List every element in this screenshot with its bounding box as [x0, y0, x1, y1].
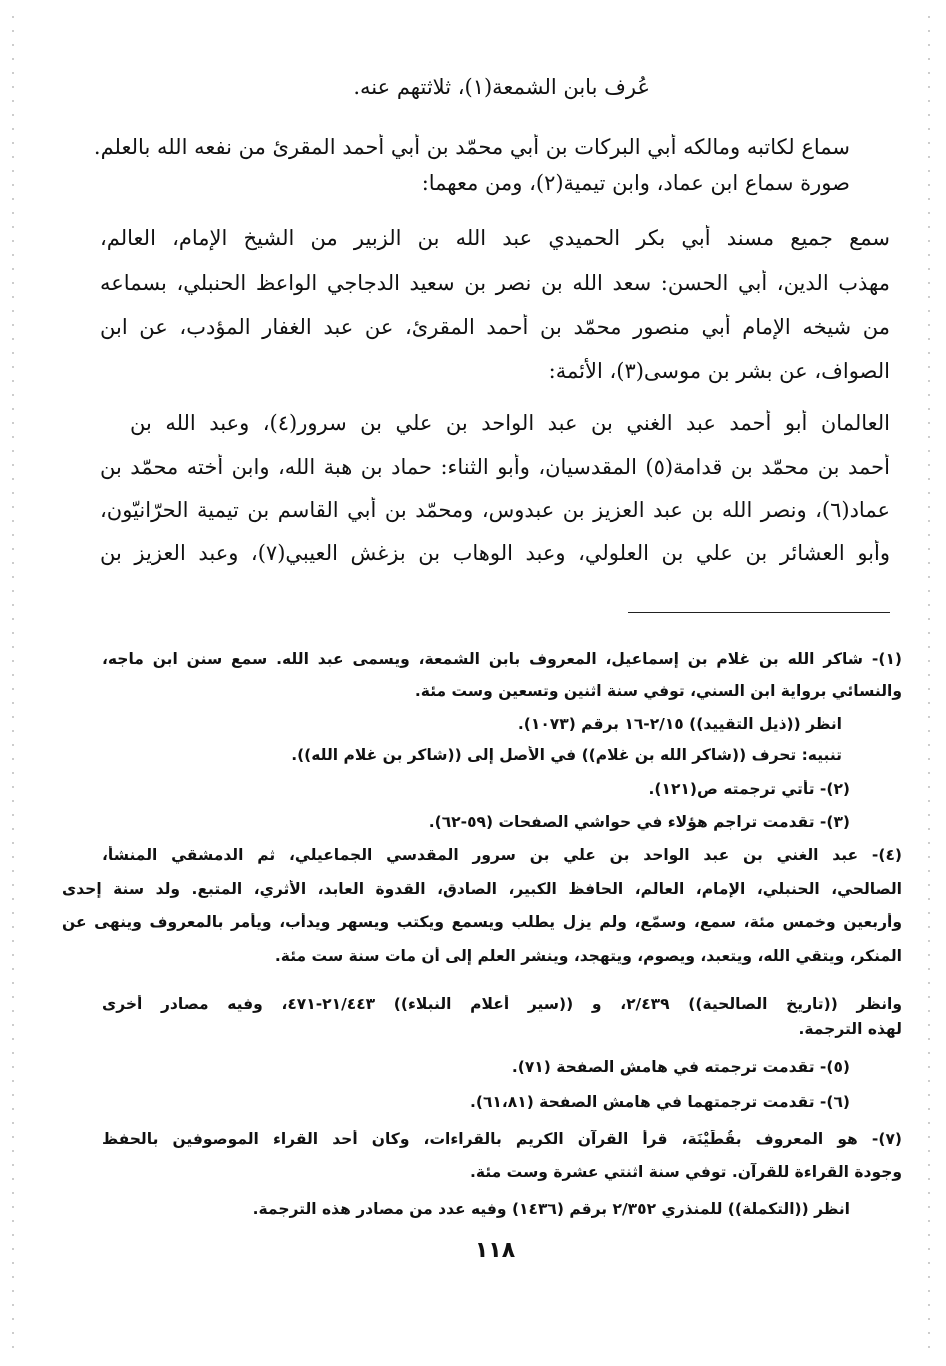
body-line: مهذب الدين، أبي الحسن: سعد الله بن نصر بن سعيد الدجاجي الواعظ الحنبلي، بسماعه	[100, 271, 890, 295]
footnote-line: (٧)- هو المعروف بقُطَيْنَة، قرأ القرآن الكريم بالقراءات، وكان أحد القراء الموصوفين بالحفظ	[102, 1130, 902, 1148]
footnote-line: انظر ((ذيل التقييد)) ٢/١٥-١٦ برقم (١٠٧٣).	[517, 715, 842, 733]
footnote-line: (٢)- تأتي ترجمته ص(١٢١).	[648, 780, 850, 798]
footnote-line: (٣)- تقدمت تراجم هؤلاء في حواشي الصفحات (٥٩-٦٢).	[428, 813, 850, 831]
footnote-line: لهذه الترجمة.	[798, 1020, 902, 1038]
scan-border-left	[12, 10, 14, 1356]
body-line: العالمان أبو أحمد عبد الغني بن عبد الواحد بن علي بن سرور(٤)، وعبد الله بن	[130, 411, 890, 435]
page-number: ١١٨	[474, 1238, 516, 1263]
footnote-line: (١)- شاكر الله بن غلام بن إسماعيل، المعروف بابن الشمعة، ويسمى عبد الله. سمع سنن ابن ماجه،	[102, 650, 902, 668]
body-line: عماد(٦)، ونصر الله بن عبد العزيز بن عبدوس، ومحمّد بن أبي القاسم بن تيمية الحرّانيّون،	[100, 498, 890, 522]
footnote-line: (٤)- عبد الغني بن عبد الواحد بن علي بن سرور المقدسي الجماعيلي، ثم الدمشقي المنشأ،	[102, 846, 902, 864]
footnote-line: المنكر، ويتقي الله، ويتعبد، ويصوم، ويتهجد، وينشر العلم إلى أن مات سنة ست مئة.	[274, 947, 902, 965]
body-line: أحمد بن محمّد بن قدامة(٥) المقدسيان، وأبو الثناء: حماد بن هبة الله، وابن أخته محمّد بن	[100, 455, 890, 479]
body-line: الصواف، عن بشر بن موسى(٣)، الأئمة:	[548, 359, 890, 383]
body-line: سماع لكاتبه ومالكه أبي البركات بن أبي محمّد بن أبي أحمد المقرئ من نفعه الله بالعلم.	[93, 135, 850, 159]
body-line: صورة سماع ابن عماد، وابن تيمية(٢)، ومن معهما:	[421, 171, 850, 195]
footnote-line: والنسائي برواية ابن السني، توفي سنة اثنين وتسعين وست مئة.	[414, 682, 902, 700]
body-line: عُرف بابن الشمعة(١)، ثلاثتهم عنه.	[353, 75, 650, 99]
footnote-line: تنبيه: تحرف ((شاكر الله بن غلام)) في الأصل إلى ((شاكر بن غلام الله)).	[291, 746, 842, 764]
footnote-line: الصالحي، الحنبلي، الإمام، العالم، الحافظ الكبير، الصادق، القدوة العابد، الأثري، المتبع. ولد سنة إحدى	[62, 880, 902, 898]
body-line: وأبو العشائر بن علي بن العلولي، وعبد الوهاب بن بزغش العيبي(٧)، وعبد العزيز بن	[100, 541, 890, 565]
footnote-line: (٥)- تقدمت ترجمته في هامش الصفحة (٧١).	[511, 1058, 850, 1076]
footnote-line: وانظر ((تاريخ الصالحية)) ٢/٤٣٩، و ((سير أعلام النبلاء)) ٢١/٤٤٣-٤٧١، وفيه مصادر أخرى	[102, 995, 902, 1013]
scan-border-right	[928, 10, 930, 1356]
body-line: من شيخه الإمام أبي منصور محمّد بن أحمد المقرئ، عن عبد الغفار المؤدب، عن ابن	[100, 315, 890, 339]
footnote-line: انظر ((التكملة)) للمنذري ٢/٣٥٢ برقم (١٤٣٦) وفيه عدد من مصادر هذه الترجمة.	[252, 1200, 850, 1218]
footnote-line: وأربعين وخمس مئة، سمع، وسمّع، ولم يزل يطلب ويسمع ويكتب ويسهر ويدأب، ويأمر بالمعروف وينهى عن	[62, 913, 902, 931]
body-line: سمع جميع مسند أبي بكر الحميدي عبد الله بن الزبير من الشيخ الإمام، العالم،	[100, 226, 890, 250]
footnote-divider	[628, 612, 890, 613]
footnote-line: (٦)- تقدمت ترجمتهما في هامش الصفحة (٦١،٨١).	[469, 1093, 850, 1111]
footnote-line: وجودة القراءة للقرآن. توفي سنة اثنتي عشرة وست مئة.	[470, 1163, 902, 1181]
